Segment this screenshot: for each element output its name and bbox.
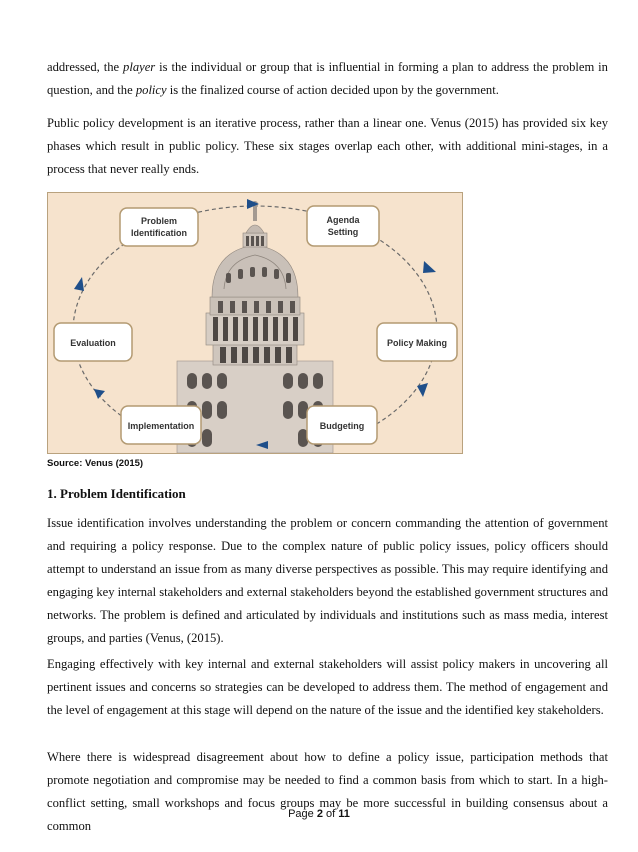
intro-text-3: is the finalized course of action decided upon by the government.	[166, 83, 499, 97]
policy-term: policy	[135, 83, 167, 97]
disagreement-paragraph: Where there is widespread disagreement about how to define a policy issue, participation methods that promote negotiation and compromise may be needed to find a common basis from which to start. In a high-conflict setting, small workshops and focus groups may be more successful in building consensus about a common	[47, 750, 608, 833]
stage-label-setting: Setting	[327, 227, 359, 237]
stage-label-evaluation: Evaluation	[70, 338, 116, 348]
page-number: 2	[316, 808, 323, 820]
stage-box-agenda-setting	[307, 206, 379, 246]
page-footer	[0, 808, 638, 820]
stage-label-identification: Identification	[131, 228, 187, 238]
stage-label-problem: Problem	[140, 216, 178, 226]
of-word: of	[322, 808, 339, 820]
iterative-process-paragraph: Public policy development is an iterative process, rather than a linear one. Venus (2015) has provided six key phases which result in public policy. These six stages overlap each other, with additional mini-stages, in a process that never really ends.	[47, 116, 608, 176]
intro-text-1: addressed, the	[47, 60, 124, 74]
stage-label-policy-making: Policy Making	[386, 338, 448, 348]
page-total: 11	[338, 808, 350, 820]
intro-paragraph	[47, 56, 608, 102]
section-heading: 1. Problem Identification	[47, 486, 186, 501]
stage-box-problem-identification	[120, 208, 198, 246]
policy-cycle-diagram	[48, 193, 462, 453]
stage-label-agenda: Agenda	[326, 215, 360, 225]
figure-caption: Source: Venus (2015)	[47, 458, 144, 469]
policy-cycle-figure	[47, 192, 463, 454]
stakeholder-engagement-paragraph: Engaging effectively with key internal and external stakeholders will assist policy makers in uncovering all pertinent issues and concerns so strategies can be developed to address them. The method of engagement and the level of engagement at this stage will depend on the nature of the issue and the identified key stakeholders.	[47, 657, 608, 717]
stage-label-implementation: Implementation	[127, 421, 195, 431]
page-word: Page	[288, 808, 317, 820]
intro-text-2: is the individual or group that is influential in forming a plan to address the problem in question, and the	[47, 60, 608, 97]
player-term: player	[123, 60, 156, 74]
stage-label-budgeting: Budgeting	[319, 421, 365, 431]
issue-identification-paragraph: Issue identification involves understanding the problem or concern commanding the attention of government and requiring a policy response. Due to the complex nature of public policy issues, policy officers should attempt to understand an issue from as many diverse perspectives as possible. This may require identifying and engaging key internal stakeholders and external stakeholders beyond the established government structures and networks. The problem is defined and articulated by individuals and institutions such as mass media, interest groups, and parties (Venus, (2015).	[47, 516, 608, 645]
